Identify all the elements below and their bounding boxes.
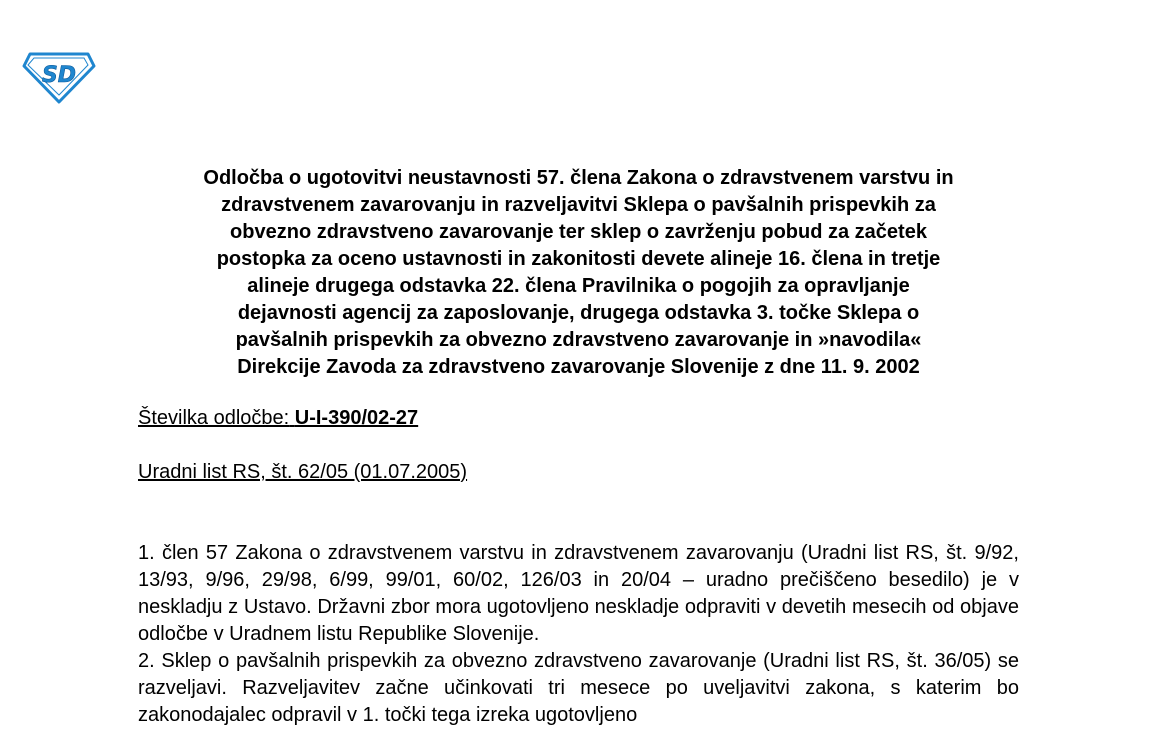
title-line: Direkcije Zavoda za zdravstveno zavarovanje Slovenije z dne 11. 9. 2002 (237, 356, 920, 378)
title-line: zdravstvenem zavarovanju in razveljavitvi Sklepa o pavšalnih prispevkih za (221, 194, 936, 216)
title-line: postopka za oceno ustavnosti in zakonitosti devete alineje 16. člena in tretje (216, 248, 941, 270)
paragraph: 2. Sklep o pavšalnih prispevkih za obvezno zdravstveno zavarovanje (Uradni list RS, št. 36/05) se razveljavi. Razveljavitev začne učinkovati tri mesece po uveljavitvi zakona, s katerim bo zakonodajalec odpravil v 1. točki tega izreka ugotovljeno (138, 650, 1019, 726)
title-line: obvezno zdravstveno zavarovanje ter sklep o zavrženju pobud za začetek (230, 221, 927, 243)
title-line: alineje drugega odstavka 22. člena Pravilnika o pogojih za opravljanje (247, 275, 910, 297)
title-line: dejavnosti agencij za zaposlovanje, drugega odstavka 3. točke Sklepa o (237, 302, 920, 324)
paragraph: 1. člen 57 Zakona o zdravstvenem varstvu in zdravstvenem zavarovanju (Uradni list RS, št. 9/92, 13/93, 9/96, 29/98, 6/99, 99/01, 60/02, 126/03 in 20/04 – uradno prečiščeno besedilo) je v neskladju z Ustavo. Državni zbor mora ugotovljeno neskladje odpraviti v devetih mesecih od objave odločbe v Uradnem listu Republike Slovenije. (138, 542, 1019, 645)
document-title (138, 165, 1019, 381)
decision-number-value: U-I-390/02-27 (294, 407, 419, 429)
title-line: Odločba o ugotovitvi neustavnosti 57. člena Zakona o zdravstvenem varstvu in (203, 167, 954, 189)
logo-icon (22, 50, 96, 104)
decision-number-label: Številka odločbe: (138, 407, 290, 429)
decision-body (138, 540, 1019, 729)
svg-text:SD: SD (41, 63, 77, 88)
decision-number (138, 405, 418, 432)
official-gazette-reference: Uradni list RS, št. 62/05 (01.07.2005) (138, 461, 468, 483)
title-line: pavšalnih prispevkih za obvezno zdravstveno zavarovanje in »navodila« (235, 329, 922, 351)
